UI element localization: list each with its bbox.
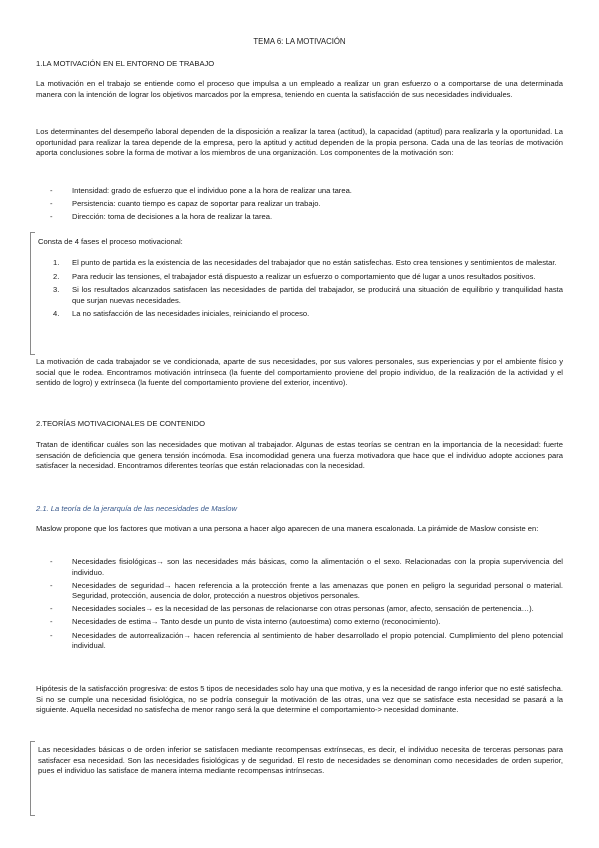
phases-intro: Consta de 4 fases el proceso motivacional:: [38, 237, 183, 246]
list-item: - Necesidades sociales→ es la necesidad de las personas de relacionarse con otras personas (amor, afecto, sensación de pertenencia…).: [50, 604, 534, 614]
list-item: 1. El punto de partida es la existencia de las necesidades del trabajador que no están satisfechas. Esto crea tensiones y sentimientos de malestar.: [53, 258, 557, 267]
section-2-paragraph-1: Tratan de identificar cuáles son las necesidades que motivan al trabajador. Algunas de estas teorías se centran en la importancia de la necesidad: fuerte sensación de deficiencia que genera tensión incómoda. Esa incomodidad genera una fuerza motivadora que hace que el individuo adopte acciones para satisfacer la necesidad. Encontramos diferentes teorías que están relacionadas con la necesidad.: [36, 440, 563, 471]
dash-bullet: -: [50, 630, 53, 640]
section-1-paragraph-3: La motivación de cada trabajador se ve condicionada, aparte de sus necesidades, por sus valores personales, sus experiencias y por el ambiente físico y social que le rodea. Encontramos motivación intrínseca (la fuente del comportamiento proviene del propio individuo, de la realización de la actividad y el sentido de logro) y extrínseca (la fuente del comportamiento proviene del exterior, incentivo).: [36, 357, 563, 388]
dash-bullet: -: [50, 199, 53, 209]
page-title: TEMA 6: LA MOTIVACIÓN: [253, 37, 346, 46]
list-item: - Persistencia: cuanto tiempo es capaz de soportar para realizar un trabajo.: [50, 199, 321, 209]
list-item: - Necesidades de estima→ Tanto desde un punto de vista interno (autoestima) como externo (reconocimiento).: [50, 617, 441, 627]
subsection-2-1-heading: 2.1. La teoría de la jerarquía de las necesidades de Maslow: [36, 504, 237, 513]
dash-bullet: -: [50, 580, 53, 590]
list-item: - Necesidades de autorrealización→ hacen referencia al sentimiento de haber desarrollado el propio potencial. Cumplimiento del pleno potencial individual.: [50, 630, 563, 651]
list-item: 2. Para reducir las tensiones, el trabajador está dispuesto a realizar un esfuerzo o comportamiento que dé lugar a unos resultados positivos.: [53, 271, 536, 281]
dash-bullet: -: [50, 212, 53, 222]
motivation-components-list: [36, 186, 563, 225]
list-item: - Dirección: toma de decisiones a la hora de realizar la tarea.: [50, 212, 273, 222]
dash-bullet: -: [50, 604, 53, 614]
list-item: - Necesidades fisiológicas→ son las necesidades más básicas, como la alimentación o el sexo. Relacionadas con la propia supervivencia del individuo.: [50, 557, 563, 577]
margin-bracket: [30, 232, 35, 355]
section-1-paragraph-1: La motivación en el trabajo se entiende como el proceso que impulsa a un empleado a realizar un gran esfuerzo o a comportarse de una determinada manera con la intención de lograr los objetivos marcados por la empresa, teniendo en cuenta la satisfacción de sus necesidades individuales.: [36, 79, 563, 99]
motivational-phases-list: [36, 258, 563, 323]
dash-bullet: -: [50, 557, 53, 566]
section-2-paragraph-3: Hipótesis de la satisfacción progresiva: de estos 5 tipos de necesidades solo hay una que motiva, y es la necesidad de rango inferior que no esté satisfecha. Si no se cumple una necesidad fisiológica, no se podría conseguir la motivación de las otras, una vez que se satisface esta necesidad se pasará a la siguiente. Aquella necesidad no satisfecha de menor rango será la que determine el comportamiento-> necesidad dominante.: [36, 684, 563, 715]
margin-bracket: [30, 741, 35, 816]
dash-bullet: -: [50, 186, 53, 195]
section-1-paragraph-2: Los determinantes del desempeño laboral dependen de la disposición a realizar la tarea (actitud), la capacidad (aptitud) para realizarla y la oportunidad. La oportunidad para realizar la tarea depende de la empresa, pero la aptitud y actitud dependen de la propia persona. Cada una de las teorías de motivación aporta conclusiones sobre la forma de motivar a los miembros de una organización. Los componentes de la motivación son:: [36, 127, 563, 158]
section-2-paragraph-2: Maslow propone que los factores que motivan a una persona a hacer algo aparecen de una manera escalonada. La pirámide de Maslow consiste en:: [36, 524, 539, 533]
list-item: - Intensidad: grado de esfuerzo que el individuo pone a la hora de realizar una tarea.: [50, 186, 352, 195]
section-2-heading: 2.TEORÍAS MOTIVACIONALES DE CONTENIDO: [36, 419, 206, 428]
section-1-heading: 1.LA MOTIVACIÓN EN EL ENTORNO DE TRABAJO: [36, 59, 215, 68]
maslow-needs-list: [36, 557, 563, 654]
dash-bullet: -: [50, 617, 53, 627]
list-item: 3. Si los resultados alcanzados satisfacen las necesidades de partida del trabajador, se producirá una situación de equilibrio y tranquilidad hasta que surjan nuevas necesidades.: [53, 285, 563, 305]
section-2-paragraph-4: Las necesidades básicas o de orden inferior se satisfacen mediante recompensas extrínsecas, es decir, el individuo necesita de terceras personas para satisfacer esa necesidad. Son las necesidades fisiológicas y de seguridad. El resto de necesidades se denominan como necesidades de orden superior, pues el individuo las satisface de manera interna mediante recompensas intrínsecas.: [38, 745, 563, 776]
list-item: - Necesidades de seguridad→ hacen referencia a la protección frente a las amenazas que ponen en peligro la seguridad personal o material. Seguridad, protección, ausencia de dolor, protección a nuestros objetivos personales.: [50, 580, 563, 601]
list-item: 4. La no satisfacción de las necesidades iniciales, reiniciando el proceso.: [53, 309, 310, 319]
